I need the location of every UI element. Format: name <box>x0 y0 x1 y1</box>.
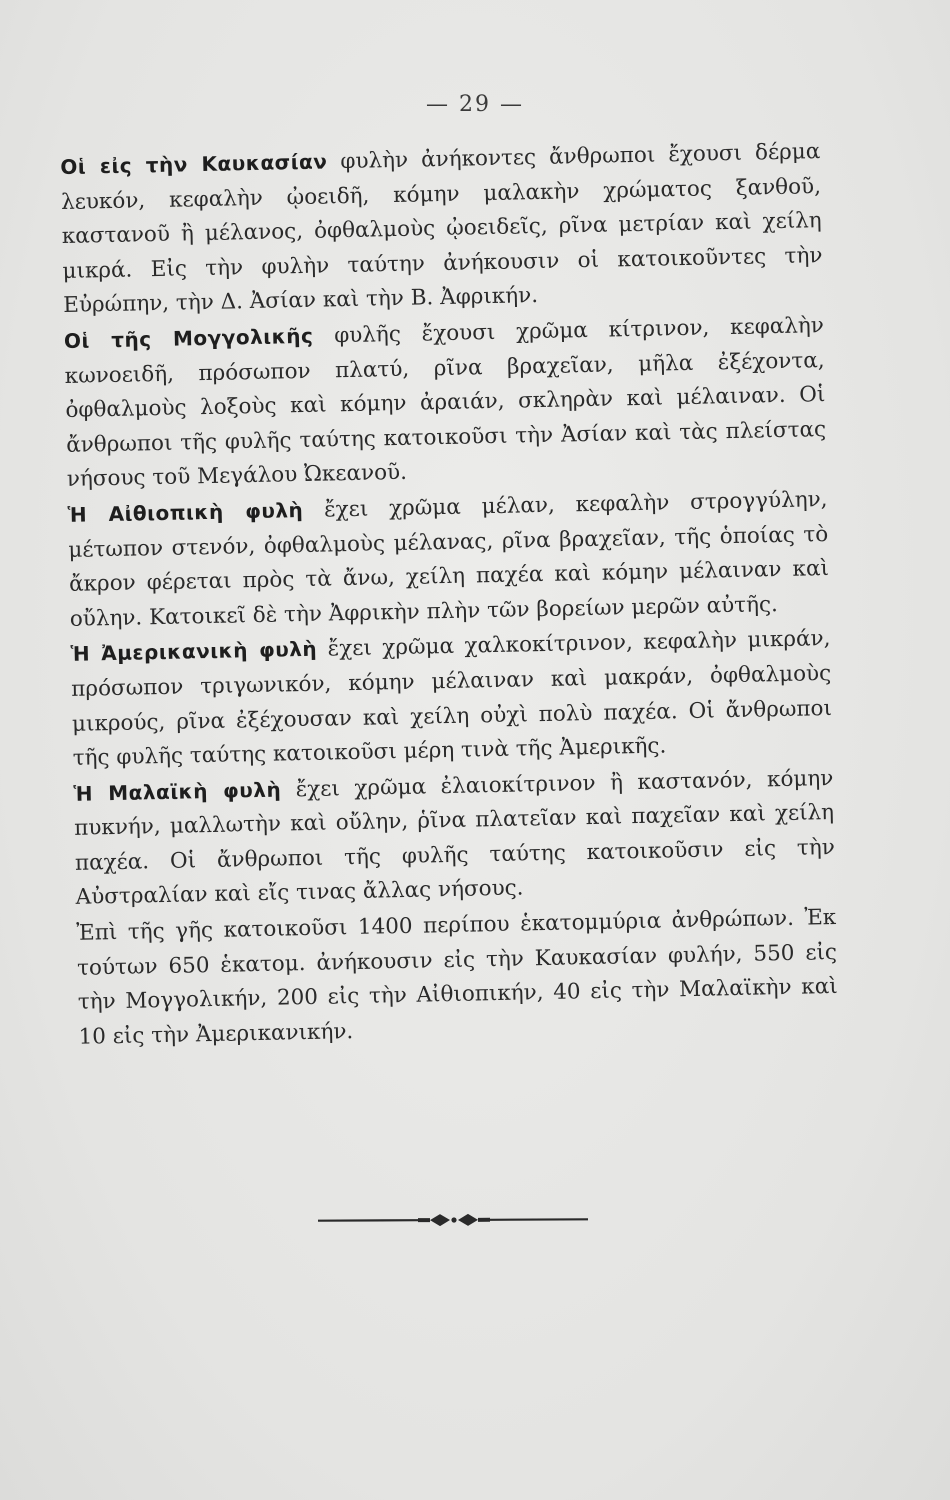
paragraph-heading: Οἱ εἰς τὴν Καυκασίαν <box>60 149 328 179</box>
paragraph-mongolian <box>64 308 827 498</box>
paragraph-body: ἔχει χρῶμα μέλαν, κεφαλὴν στρογγύλην, μέτωπον στενόν, ὀφθαλμοὺς μέλανας, ρῖνα βραχεῖαν, τῆς ὁποίας τὸ ἄκρον φέρεται πρὸς τὰ ἄνω, χείλη παχέα καὶ κόμην μέλαιναν καὶ οὔλην. Κατοικεῖ δὲ τὴν Ἀφρικὴν πλὴν τῶν βορείων μερῶν αὐτῆς. <box>68 486 830 632</box>
paragraph-heading: Ἡ Μαλαϊκὴ φυλὴ <box>73 777 282 806</box>
paragraph-malay <box>73 761 836 916</box>
paragraph-body: Ἐπὶ τῆς γῆς κατοικοῦσι 1400 περίπου ἑκατομμύρια ἀνθρώπων. Ἐκ τούτων 650 ἑκατομ. ἀνήκουσιν εἰς τὴν Καυκασίαν φυλήν, 550 εἰς τὴν Μογγολικήν, 200 εἰς τὴν Αἰθιοπικήν, 40 εἰς τὴν Μαλαϊκὴν καὶ 10 εἰς τὴν Ἀμερικανικήν. <box>76 904 838 1050</box>
paragraph-population <box>76 900 839 1055</box>
paragraph-body: φυλῆς ἔχουσι χρῶμα κίτρινον, κεφαλὴν κωνοειδῆ, πρόσωπον πλατύ, ρῖνα βραχεῖαν, μῆλα ἐξέχοντα, ὀφθαλμοὺς λοξοὺς καὶ κόμην ἀραιάν, σκληρὰν καὶ μέλαιναν. Οἱ ἄνθρωποι τῆς φυλῆς ταύτης κατοικοῦσι τὴν Ἀσίαν καὶ τὰς πλείστας νήσους τοῦ Μεγάλου Ὠκεανοῦ. <box>64 313 827 493</box>
body-text <box>60 134 839 1055</box>
paragraph-body: ἔχει χρῶμα ἐλαιοκίτρινον ἢ καστανόν, κόμην πυκνήν, μαλλωτὴν καὶ οὔλην, ῥῖνα πλατεῖαν καὶ παχεῖαν καὶ χείλη παχέα. Οἱ ἄνθρωποι τῆς φυλῆς ταύτης κατοικοῦσιν εἰς τὴν Αὐστραλίαν καὶ εἴς τινας ἄλλας νήσους. <box>73 765 836 911</box>
page-number: — 29 — <box>426 92 524 117</box>
paragraph-heading: Ἡ Αἰθιοπικὴ φυλὴ <box>67 497 304 527</box>
paragraph-caucasian <box>60 134 823 324</box>
paragraph-body: ἔχει χρῶμα χαλκοκίτρινον, κεφαλὴν μικράν, πρόσωπον τριγωνικόν, κόμην μέλαιναν καὶ μακράν, ὀφθαλμοὺς μικρούς, ρῖνα ἐξέχουσαν καὶ χείλη οὐχὶ πολὺ παχέα. Οἱ ἄνθρωποι τῆς φυλῆς ταύτης κατοικοῦσι μέρη τινὰ τῆς Ἀμερικῆς. <box>71 626 833 771</box>
paragraph-heading: Ἡ Ἀμερικανικὴ φυλὴ <box>70 637 318 667</box>
paragraph-heading: Οἱ τῆς Μογγολικῆς <box>63 323 314 353</box>
paragraph-body: φυλὴν ἀνήκοντες ἄνθρωποι ἔχουσι δέρμα λευκόν, κεφαλὴν ᾠοειδῆ, κόμην μαλακὴν χρώματος ξανθοῦ, καστανοῦ ἢ μέλανος, ὀφθαλμοὺς ᾠοειδεῖς, ρῖνα μετρίαν καὶ χείλη μικρά. Εἰς τὴν φυλὴν ταύτην ἀνήκουσιν οἱ κατοικοῦντες τὴν Εὐρώπην, τὴν Δ. Ἀσίαν καὶ τὴν Β. Ἀφρικήν. <box>60 139 823 319</box>
paragraph-ethiopian <box>67 482 830 637</box>
paragraph-american <box>70 621 833 776</box>
decorative-rule-icon <box>318 1209 588 1230</box>
